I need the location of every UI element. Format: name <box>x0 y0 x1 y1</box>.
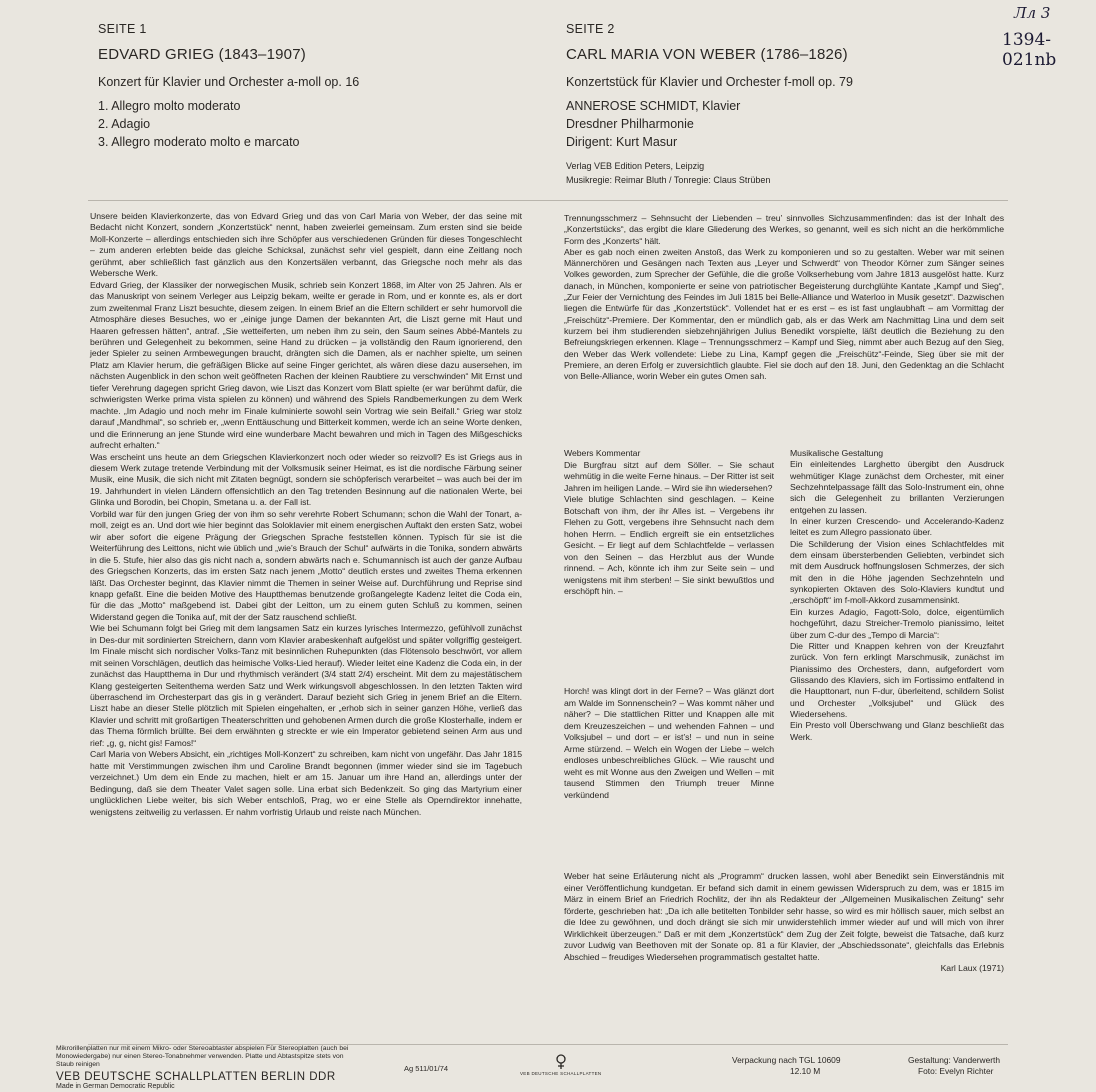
kommentar-paragraph: Die Burgfrau sitzt auf dem Söller. – Sie schaut wehmütig in die weite Ferne hinaus. – Der Ritter ist seit Jahren im heiligen Lande. – Wird sie ihn wiedersehen? <box>564 459 774 493</box>
notes-right-top <box>564 213 1004 382</box>
side1-label: SEITE 1 <box>98 22 147 36</box>
footer-design: Gestaltung: Vanderwerth <box>908 1055 1001 1065</box>
notes-paragraph: Vorbild war für den jungen Grieg der von ihm so sehr verehrte Robert Schumann; schon die Wahl der Tonart, a-moll, zeigt es an. Und dort wie hier beginnt das Soloklavier mit einem energischen Auftakt den ersten Satz, wobei wir aber sofort die eigene Prägung der Griegschen Sprache feststellen können. Typisch für sie ist die Weiterführung des Leittons, nicht wie üblich und „wie’s Brauch der Schul“ aufwärts in die Tonika, sondern abwärts in die 5. Stufe, hier also das gis nicht nach a, sondern abwärts nach e. Schumannisch ist auch der ganze Aufbau des Griegschen Konzerts, das im ersten Satz nach jenem „Motto“ deutlich erstes und zweites Thema erkennen läßt. Das Orchester beginnt, das Klavier nimmt die Themen in seiner Weise auf. Durchführung und Reprise sind knapp gefaßt. Eine die beiden Motive des Hauptthemas benutzende großangelegte Kadenz leitet die Coda ein, für die das „Motto“ maßgebend ist. Dabei gibt der Leitton, um zu einem guten Schluß zu kommen, seinen Widerstand gegen die Tonika auf, mit der der Satz rauschend schließt. <box>90 508 522 622</box>
gestaltung-title: Musikalische Gestaltung <box>790 448 884 458</box>
track-2: 2. Adagio <box>98 117 151 131</box>
gestaltung-paragraph: Die Schilderung der Vision eines Schlachtfeldes mit dem einsam übersterbenden Geliebten, verbindet sich mit dem Ausdruck hoffnungslosen Schmerzes, der sich mit den in die Höhe jagenden Sechzehnteln und synkopierten Oktaven des Solo-Klaviers kundtut und „erschöpft“ im f-moll-Akkord zusammensinkt. <box>790 538 1004 606</box>
side2-header <box>566 22 996 185</box>
side2-composer: CARL MARIA VON WEBER (1786–1826) <box>566 46 848 63</box>
side1-composer: EDVARD GRIEG (1843–1907) <box>98 46 306 63</box>
side2-label: SEITE 2 <box>566 22 615 36</box>
label-logo-text: VEB DEUTSCHE SCHALLPLATTEN <box>520 1071 602 1076</box>
side1-tracks <box>98 99 528 149</box>
kommentar-paragraph: Viele blutige Schlachten sind geschlagen. – Keine Botschaft von ihm, der ihr Alles ist. – Vergebens ihr Flehen zu Gott, vergebens ihre Sehnsucht nach dem hohen Herrn. – Endlich ergreift sie ein entsetzliches Gesicht. – Er liegt auf dem Schlachtfelde – verlassen von den Seinen – das Herzblut aus der Wunde rinnend. – Ach, könnte ich ihm zur Seite sein – und wenigstens mit ihm sterben! – Sie sinkt bewußtlos und erschöpft hin. – <box>564 494 774 596</box>
notes-paragraph: Edvard Grieg, der Klassiker der norwegischen Musik, schrieb sein Konzert 1868, im Alter von 25 Jahren. Als er das Manuskript von seinem Verleger aus Leipzig bekam, weilte er gerade in Rom, und er konnte es, als er dort zum zweitenmal Franz Liszt besuchte, diesem zeigen. In einem Brief an die Eltern schildert er sehr humorvoll die Atmosphäre dieses Besuches, wo er „einige junge Damen der bekannten Art, die Liszt gerne mit Haut und Haaren gefressen hätten“, antraf. „Sie wetteiferten, um neben ihm zu sein, den Saum seines Abbé-Mantels zu berühren und Gelegenheit zu bekommen, seine Hand zu drücken – ja vollständig den Raum ignorierend, den jeder Spieler zu seinen Armbewegungen braucht, drängten sich die Damen, als er nachher spielte, um seinen Platz am Klavier herum, die gefräßigen Blicke auf seine Finger gerichtet, als wären diese dazu ausersehen, im nächsten Augenblick in den schon weit geöffneten Rachen der kleinen Raubtiere zu verschwinden“ Mit Ernst und tiefer Verehrung dagegen spricht Grieg davon, wie Liszt das Konzert vom Blatt spielte (er war berühmt dafür, die schwierigsten Werke prima vista spielen zu können) und während des Spiels Randbemerkungen zu dem Werk machte. „Im Adagio und noch mehr im Finale kulminierte sowohl sein Vortrag wie sein Beifall.“ Grieg war stolz darauf „Mandhmal“, so schrieb er, „wenn Enttäuschung und Bitterkeit kommen, werde ich an seine Worte denken, und die Erinnerung an jene Stunde wird eine wunderbare Macht bewahren und mich in Tagen des Mißgeschicks aufrecht erhalten.“ <box>90 279 522 451</box>
label-logo <box>520 1054 602 1076</box>
footer-packaging: Verpackung nach TGL 10609 <box>732 1055 841 1065</box>
catalog-stamp: Лл 3 <box>1014 4 1051 22</box>
performer-soloist: ANNEROSE SCHMIDT, Klavier <box>566 99 741 113</box>
gestaltung-paragraph: Ein Presto voll Überschwang und Glanz beschließt das Werk. <box>790 720 1004 742</box>
track-1: 1. Allegro molto moderato <box>98 99 241 113</box>
notes-bottom-right <box>564 871 1004 975</box>
notes-left-column <box>90 211 522 818</box>
performer-orchestra: Dresdner Philharmonie <box>566 117 694 131</box>
kommentar-return: Horch! was klingt dort in der Ferne? – Was glänzt dort am Walde im Sonnenschein? – Was kommt näher und näher? – Die stattlichen Ritter und Knappen alle mit dem Kreuzeszeichen – und wehenden Fahnen – und Volksjubel – und dort – er ist’s! – und nun in seine Arme stürzend. – Welch ein Wogen der Liebe – welch endloses unbeschreibliches Glück. – Wie rauscht und weht es mit Wonne aus den Zweigen und Wellen – mit tausend Stimmen den Triumph treuer Minne verkündend <box>564 686 774 800</box>
header-divider <box>88 200 1008 201</box>
notes-paragraph: Unsere beiden Klavierkonzerte, das von Edvard Grieg und das von Carl Maria von Weber, der das seine mit Bedacht nicht Konzert, sondern „Konzertstück“ nennt, haben zweierlei gemeinsam. Zum ersten sind sie beide Moll-Konzerte – allerdings entschieden sich ihre Schöpfer aus verschiedenen Gründen für dieses Tongeschlecht – zum anderen erlebten beide das gleiche Schicksal, zunächst sehr viel gespielt, dann eine Zeitlang noch gerühmt, aber schließlich fast gänzlich aus den Konzertsälen verbannt, das Griegsche noch mehr als das Webersche Werk. <box>90 211 522 279</box>
notes-paragraph: Aber es gab noch einen zweiten Anstoß, das Werk zu komponieren und so zu gestalten. Weber war mit seinen Männerchören und Gesängen nach Texten aus „Leyer und Schwerdt“ von Theodor Körner zum Sänger seines Volkes geworden, zum Sprecher der Gefühle, die die große Volkserhebung vom Jahre 1813 ausgelöst hatte. Kurz danach, in München, komponierte er seine von patriotischer Begeisterung durchglühte Kantate „Kampf und Sieg“, „Zur Feier der Vernichtung des Feindes im Juli 1815 bei Belle-Alliance und Waterloo in Musik gesetzt“. Dazwischen liegen die Entwürfe für das „Konzertstück“. Vollendet hat er es erst – es ist fast unglaubhaft – am Vormittag der „Freischütz“-Premiere. Der Kommentar, den er mündlich gab, als er das Werk am Nachmittag Lina und dem seit kurzem bei ihm studierenden siebzehnjährigen Julius Benedikt vorspielte, läßt deutlich die Beziehung zu den Befreiungskriegen erkennen. Klage – Trennungsschmerz – Kampf und Sieg, nimmt aber auch Bezug auf den Sieg, den Weber das Werk vollendete: Liebe zu Lina, Kampf gegen die „Freischütz“-Feinde, Sieg über sie mit der Premiere, an deren Erfolg er zuversichtlich glaubte. Fiel sie doch auf den 18. Juni, den Gedenktag an die Schlacht von Belle-Alliance, worin Weber ein gutes Omen sah. <box>564 246 1004 382</box>
footer-ag-number: Ag 511/01/74 <box>404 1064 449 1073</box>
footer-warning: Mikrorillenplatten nur mit einem Mikro- oder Stereoabtaster abspielen Für Stereoplatten (auch bei Monowiedergabe) nur einen Stereo-Tonabnehmer verwenden. Platte und Abtastspitze stets von Staub reinigen <box>56 1045 349 1068</box>
gestaltung-paragraph: Die Ritter und Knappen kehren von der Kreuzfahrt zurück. Von fern erklingt Marschmusik, zunächst im Pianissimo des Orchesters, dann, aufgefordert vom Glissando des Klaviers, sich im Fortissimo entfaltend in die Haupttonart, nun F-dur, überleitend, schildern Solist und Orchester „Volksjubel“ und Glück des Wiedersehens. <box>790 640 1004 719</box>
side1-header <box>98 22 528 153</box>
notes-paragraph: Carl Maria von Webers Absicht, ein „richtiges Moll-Konzert“ zu schreiben, kam nicht von ungefähr. Das Jahr 1815 hatte mit Verstimmungen zwischen ihm und Caroline Brandt begonnen (immer wieder sind sie im Tagebuch verzeichnet.) Um dem ein Ende zu machen, hielt er am 15. Januar um ihre Hand an, allerdings unter der Bedingung, daß sie dem Theater Valet sagen solle. Lina erbat sich Bedenkzeit. So ging das Martyrium einer unglücklichen Liebe weiter, bis sich Weber entschloß, Prag, wo er eine Stelle als Operndirektor innehatte, wenigstens zeitweilig zu verlassen. Er nahm vorfristig Urlaub und reiste nach München. <box>90 749 522 817</box>
kommentar-title: Webers Kommentar <box>564 448 641 458</box>
performer-conductor: Dirigent: Kurt Masur <box>566 135 678 149</box>
footer-photo: Foto: Evelyn Richter <box>918 1066 994 1076</box>
credits: Musikregie: Reimar Bluth / Tonregie: Claus Strüben <box>566 175 771 185</box>
gestaltung-paragraph: Ein kurzes Adagio, Fagott-Solo, dolce, eigentümlich hochgeführt, dazu Streicher-Tremolo pianissimo, leitet über zum C-dur des „Tempo di Marcia“: <box>790 606 1004 640</box>
track-3: 3. Allegro moderato molto e marcato <box>98 135 300 149</box>
kommentar-column <box>564 448 774 598</box>
notes-paragraph: Trennungsschmerz – Sehnsucht der Liebenden – treu’ sinnvolles Sichzusammenfinden: das ist der Inhalt des „Konzertstücks“, das ergibt die klare Gliederung des Werkes, so genannt, weil es sich nicht an die herkömmliche Form des „Konzerts“ hält. <box>564 213 1004 246</box>
footer-price: 12.10 M <box>790 1066 821 1076</box>
side2-performers <box>566 99 996 149</box>
gestaltung-paragraph: Ein einleitendes Larghetto übergibt den Ausdruck wehmütiger Klage zunächst dem Orchester, mit einer Sechzehntelpassage fällt das Solo-Instrument ein, ohne sich die Gelegenheit zu brillanten Verzierungen entgehen zu lassen. <box>790 459 1004 515</box>
footer-label-name: VEB DEUTSCHE SCHALLPLATTEN BERLIN DDR <box>56 1071 336 1083</box>
gestaltung-paragraph: In einer kurzen Crescendo- und Accelerando-Kadenz leitet es zum Allegro passionato über. <box>790 516 1004 538</box>
side2-work: Konzertstück für Klavier und Orchester f-moll op. 79 <box>566 75 853 89</box>
notes-paragraph: Weber hat seine Erläuterung nicht als „Programm“ drucken lassen, wohl aber Benedikt sein Einverständnis mit einer Veröffentlichung kundgetan. Er befand sich damit in einem gewissen Widerspruch zu dem, was er 1815 im März in einem Brief an Friedrich Rochlitz, der ihn als Redakteur der „Allgemeinen Musikalischen Zeitung“ sehr förderte, geschrieben hat: „Da ich alle betitelten Tonbilder sehr hasse, so wird es mir höllisch sauer, mich selbst an die Idee zu gewöhnen, und doch drängt sie sich mir unwiderstehlich immer wieder auf und will mich von ihrer Wirklichkeit überzeugen.“ Daß er mit dem „Konzertstück“ dem Zug der Zeit folgte, beweist die Tatsache, daß kurz zuvor Ludwig van Beethoven mit der Sonate op. 81 a für Klavier, der „Abschiedssonate“, gleichfalls das Erlebnis Abschied – freudiges Wiedersehen programmatisch gestaltet hatte. <box>564 871 1004 962</box>
catalog-number: 1394-021nb <box>1002 30 1057 70</box>
author: Karl Laux (1971) <box>940 963 1004 973</box>
publisher: Verlag VEB Edition Peters, Leipzig <box>566 161 705 171</box>
footer-made-in: Made in German Democratic Republic <box>56 1083 175 1090</box>
notes-paragraph: Was erscheint uns heute an dem Griegschen Klavierkonzert noch oder wieder so reizvoll? Es ist Griegs aus in diesem Werk zutage tretende Verbindung mit der Volksmusik seiner Heimat, es ist die nordische Färbung seiner Musik, eine Musik, die sich nicht mit Zitaten begnügt, sondern sie schöpferisch verarbeitet – was auch bei der im 19. Jahrhundert in vielen Ländern offensichtlich an den Tag tretenden Besinnung auf die nationalen Werte, bei Glinka und Borodin, bei Chopin, Smetana u. a. der Fall ist. <box>90 451 522 508</box>
side1-work: Konzert für Klavier und Orchester a-moll op. 16 <box>98 75 360 89</box>
label-logo-icon <box>554 1054 568 1070</box>
notes-paragraph: Wie bei Schumann folgt bei Grieg mit dem langsamen Satz ein kurzes lyrisches Intermezzo, gefühlvoll zunächst in Des-dur mit sordinierten Streichern, dann vom Klavier arabeskenhaft aufgelöst und später vollgriffig gesteigert. Im Finale mischt sich nordischer Volks-Tanz mit besinnlichen Ruhepunkten (das Flötensolo beschwört, vor allem mit seinen Vorschlägen, deutlich das heimische Volks-Lied herauf). Wieder leitet eine Kadenz die Coda ein, in der zunächst das Hauptthema in Dur und rhythmisch verändert (3/4 statt 2/4) erscheint. Mit dem zu majestätischem Klang gesteigerten Seitenthema werden Satz und Werk wirkungsvoll abgeschlossen. In den letzten Takten wird überraschend im Orchesterpart das gis in g verändert. Darauf bezieht sich Grieg in jenem Brief an die Eltern. Liszt habe an dieser Stelle plötzlich mit Spielen eingehalten, er „erhob sich in seiner ganzen Höhe, verließ das Klavier und schritt mit großartigen Theaterschritten und gehobenen Armen durch die große Klosterhalle, indem er das Thema förmlich brüllte. Bei dem erwähnten g streckte er wie ein Imperator gebietend seinen Arm aus und rief: „g, g, nicht gis! Famos!“ <box>90 623 522 748</box>
gestaltung-column <box>790 448 1004 743</box>
